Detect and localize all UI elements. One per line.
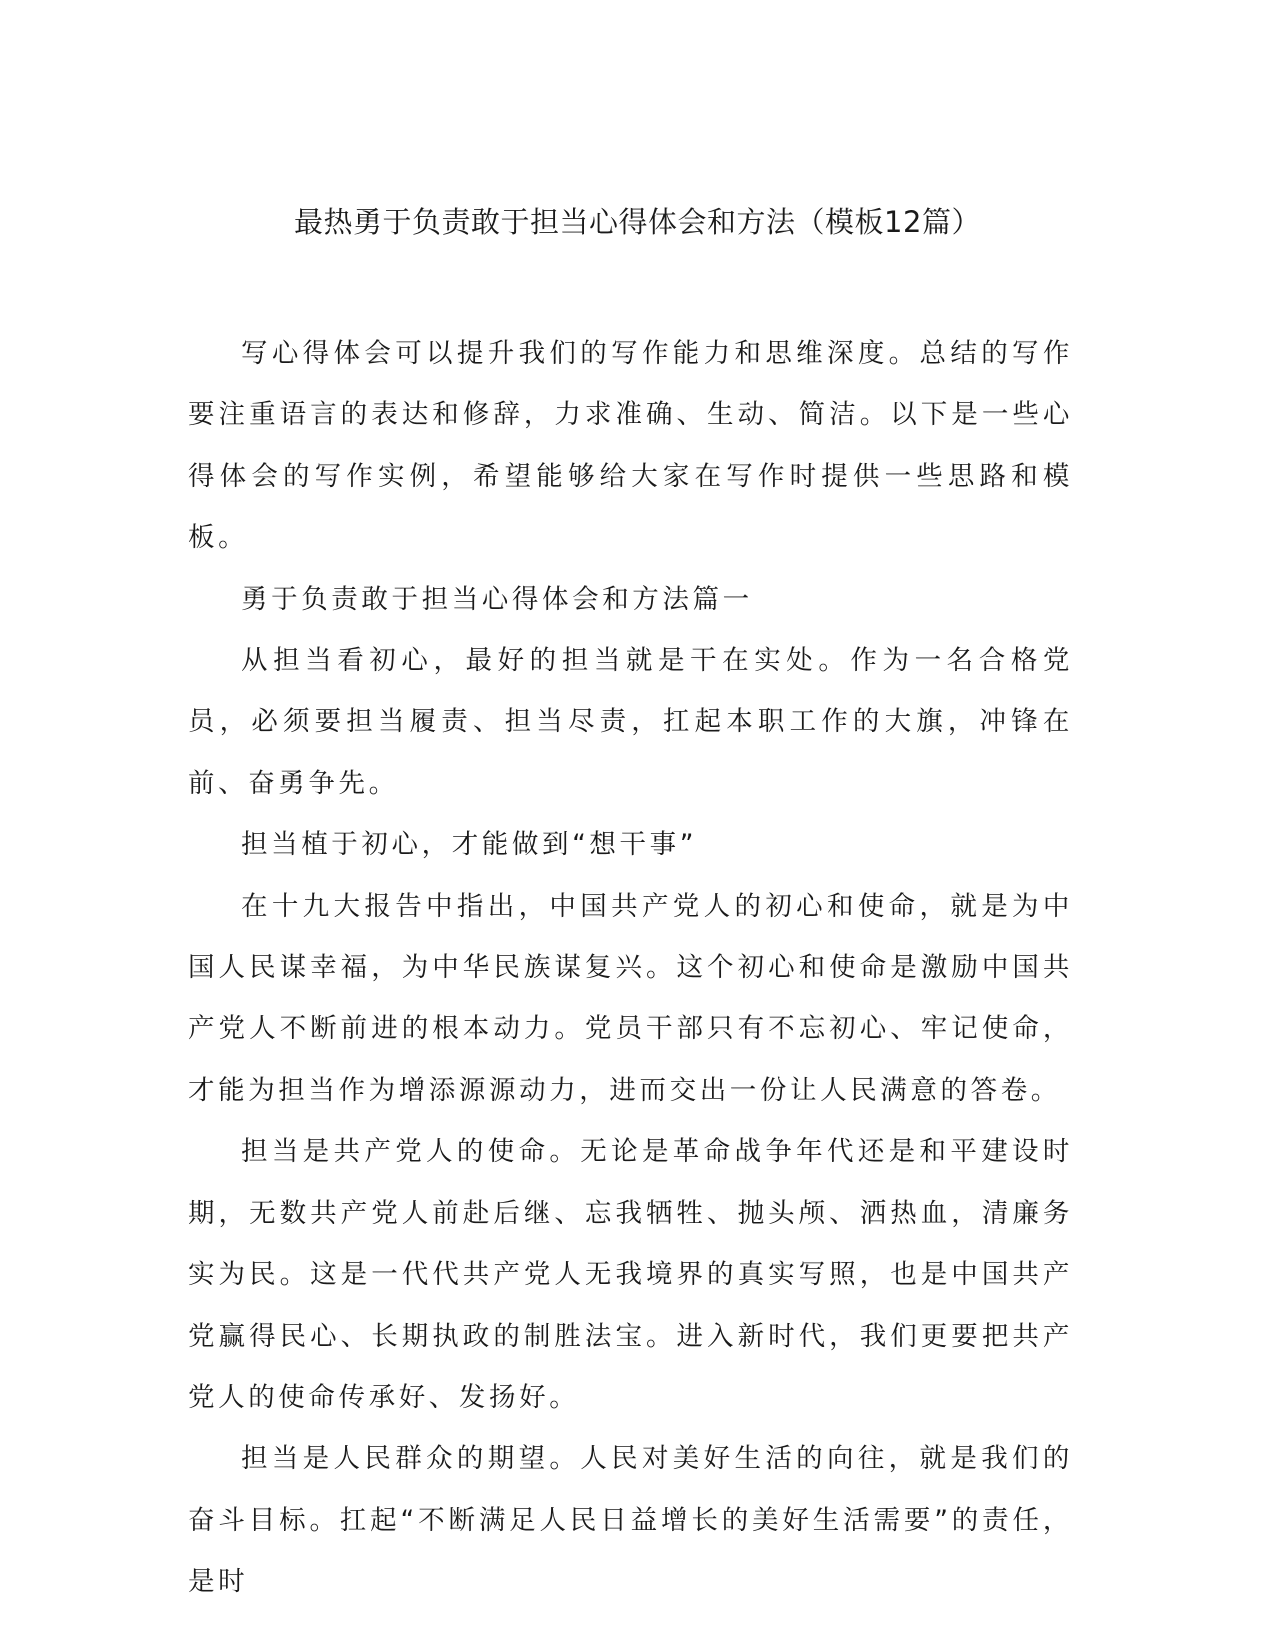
paragraph: 担当是共产党人的使命。无论是革命战争年代还是和平建设时期，无数共产党人前赴后继、忘我牺牲、抛头颅、洒热血，清廉务实为民。这是一代代共产党人无我境界的真实写照，也是中国共产党赢得民心、长期执政的制胜法宝。进入新时代，我们更要把共产党人的使命传承好、发扬好。 — [188, 1136, 1073, 1413]
paragraph-intro: 写心得体会可以提升我们的写作能力和思维深度。总结的写作要注重语言的表达和修辞，力求准确、生动、简洁。以下是一些心得体会的写作实例，希望能够给大家在写作时提供一些思路和模板。 — [188, 338, 1073, 554]
document-title: 最热勇于负责敢于担当心得体会和方法（模板12篇） — [294, 205, 981, 239]
paragraph: 从担当看初心，最好的担当就是干在实处。作为一名合格党员，必须要担当履责、担当尽责，扛起本职工作的大旗，冲锋在前、奋勇争先。 — [188, 645, 1073, 799]
subheading: 担当植于初心，才能做到“想干事” — [241, 829, 698, 861]
document-body — [188, 323, 1073, 1613]
section-heading: 勇于负责敢于担当心得体会和方法篇一 — [241, 583, 753, 615]
paragraph: 在十九大报告中指出，中国共产党人的初心和使命，就是为中国人民谋幸福，为中华民族谋复兴。这个初心和使命是激励中国共产党人不断前进的根本动力。党员干部只有不忘初心、牢记使命，才能为担当作为增添源源动力，进而交出一份让人民满意的答卷。 — [188, 890, 1073, 1106]
paragraph: 担当是人民群众的期望。人民对美好生活的向往，就是我们的奋斗目标。扛起“不断满足人民日益增长的美好生活需要”的责任，是时 — [188, 1443, 1073, 1598]
